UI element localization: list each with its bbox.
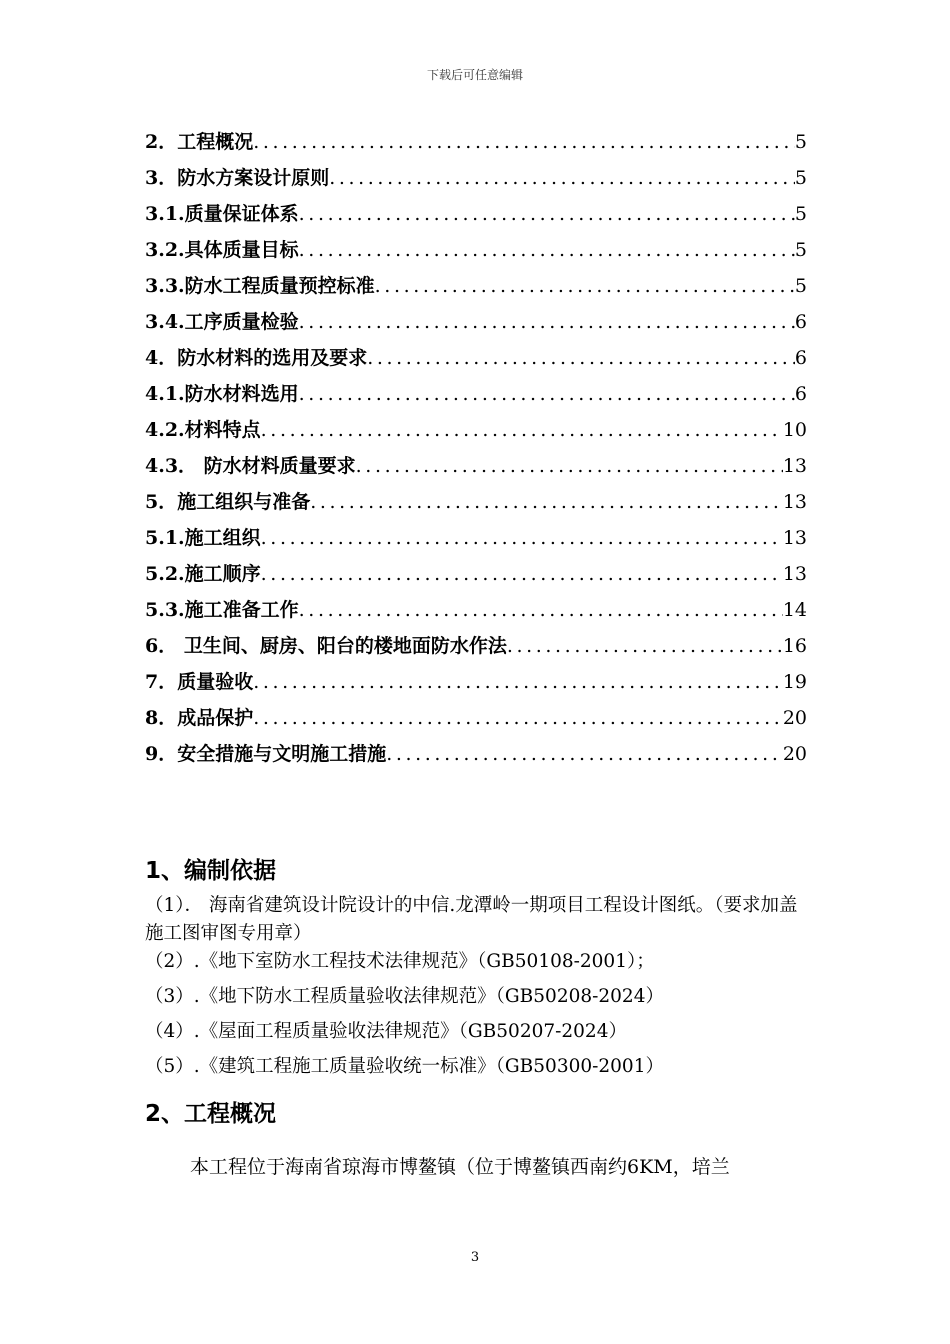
toc-entry-page: 10 xyxy=(782,419,807,441)
toc-entry-page: 5 xyxy=(794,275,807,297)
toc-leader-dots xyxy=(299,232,795,268)
toc-entry-page: 13 xyxy=(782,563,807,585)
toc-entry-page: 13 xyxy=(782,491,807,513)
toc-leader-dots xyxy=(356,448,783,484)
toc-entry-page: 5 xyxy=(794,131,807,153)
toc-entry-title: 4.1.防水材料选用 xyxy=(145,383,299,405)
basis-item-1: （1）． 海南省建筑设计院设计的中信.龙潭岭一期项目工程设计图纸。（要求加盖施工图审图专用章） xyxy=(145,895,798,944)
toc-entry-title: 7．质量验收 xyxy=(145,671,254,693)
basis-item-5: （5）.《建筑工程施工质量验收统一标准》（GB50300-2001） xyxy=(145,1056,664,1077)
toc-entry[interactable] xyxy=(145,556,807,592)
toc-leader-dots xyxy=(329,160,795,196)
toc-entry-title: 3.1.质量保证体系 xyxy=(145,203,299,225)
toc-entry-title: 5.1.施工组织 xyxy=(145,527,261,549)
toc-entry-title: 4．防水材料的选用及要求 xyxy=(145,347,368,369)
toc-entry-page: 20 xyxy=(782,707,807,729)
toc-entry[interactable] xyxy=(145,340,807,376)
toc-entry-page: 5 xyxy=(794,167,807,189)
toc-leader-dots xyxy=(367,340,795,376)
toc-entry[interactable] xyxy=(145,232,807,268)
toc-leader-dots xyxy=(253,124,795,160)
toc-entry-title: 6． 卫生间、厨房、阳台的楼地面防水作法 xyxy=(145,635,507,657)
toc-entry[interactable] xyxy=(145,448,807,484)
section-2-heading: 2、工程概况 xyxy=(145,1101,277,1127)
toc-entry-page: 20 xyxy=(782,743,807,765)
toc-entry-title: 4.2.材料特点 xyxy=(145,419,261,441)
page-number: 3 xyxy=(470,1250,480,1265)
toc-entry-title: 5.3.施工准备工作 xyxy=(145,599,299,621)
toc-leader-dots xyxy=(299,376,795,412)
toc-entry-page: 6 xyxy=(794,383,807,405)
toc-leader-dots xyxy=(261,412,783,448)
toc-leader-dots xyxy=(299,304,795,340)
toc-entry-page: 13 xyxy=(782,527,807,549)
toc-entry[interactable] xyxy=(145,484,807,520)
page-header: 下载后可任意编辑 xyxy=(426,68,523,82)
toc-entry-title: 2．工程概况 xyxy=(145,131,254,153)
basis-item-3: （3）.《地下防水工程质量验收法律规范》（GB50208-2024） xyxy=(145,986,664,1007)
section-2-paragraph: 本工程位于海南省琼海市博鳌镇（位于博鳌镇西南约6KM，培兰 xyxy=(190,1156,730,1178)
toc-entry-title: 4.3． 防水材料质量要求 xyxy=(145,455,356,477)
toc-leader-dots xyxy=(261,556,783,592)
toc-leader-dots xyxy=(253,664,783,700)
toc-entry-title: 3.4.工序质量检验 xyxy=(145,311,299,333)
toc-entry[interactable] xyxy=(145,196,807,232)
section-1-heading: 1、编制依据 xyxy=(145,858,277,884)
toc-entry[interactable] xyxy=(145,412,807,448)
toc-entry-page: 16 xyxy=(782,635,807,657)
toc-entry-page: 6 xyxy=(794,347,807,369)
toc-entry[interactable] xyxy=(145,268,807,304)
basis-item-2: （2）.《地下室防水工程技术法律规范》（GB50108-2001）； xyxy=(145,951,655,972)
toc-entry[interactable] xyxy=(145,124,807,160)
table-of-contents xyxy=(145,124,807,772)
toc-entry-page: 6 xyxy=(794,311,807,333)
toc-entry-title: 3.2.具体质量目标 xyxy=(145,239,299,261)
toc-entry-title: 5．施工组织与准备 xyxy=(145,491,311,513)
toc-entry[interactable] xyxy=(145,700,807,736)
toc-entry-page: 5 xyxy=(794,203,807,225)
toc-entry-page: 14 xyxy=(782,599,807,621)
toc-entry-title: 3．防水方案设计原则 xyxy=(145,167,330,189)
toc-entry[interactable] xyxy=(145,628,807,664)
toc-entry[interactable] xyxy=(145,520,807,556)
toc-leader-dots xyxy=(375,268,795,304)
toc-entry-title: 5.2.施工顺序 xyxy=(145,563,261,585)
toc-entry-title: 9．安全措施与文明施工措施 xyxy=(145,743,387,765)
toc-leader-dots xyxy=(299,592,783,628)
toc-leader-dots xyxy=(310,484,783,520)
toc-entry[interactable] xyxy=(145,160,807,196)
toc-leader-dots xyxy=(507,628,783,664)
toc-entry[interactable] xyxy=(145,376,807,412)
toc-leader-dots xyxy=(253,700,783,736)
toc-entry[interactable] xyxy=(145,592,807,628)
toc-entry[interactable] xyxy=(145,736,807,772)
section-1-basis-list xyxy=(145,892,810,1088)
toc-leader-dots xyxy=(299,196,795,232)
toc-entry-title: 8．成品保护 xyxy=(145,707,254,729)
toc-entry-page: 5 xyxy=(794,239,807,261)
toc-leader-dots xyxy=(261,520,783,556)
basis-item-4: （4）.《屋面工程质量验收法律规范》（GB50207-2024） xyxy=(145,1021,627,1042)
toc-entry-page: 13 xyxy=(782,455,807,477)
toc-entry[interactable] xyxy=(145,664,807,700)
toc-entry-page: 19 xyxy=(782,671,807,693)
toc-entry[interactable] xyxy=(145,304,807,340)
toc-leader-dots xyxy=(386,736,783,772)
toc-entry-title: 3.3.防水工程质量预控标准 xyxy=(145,275,375,297)
